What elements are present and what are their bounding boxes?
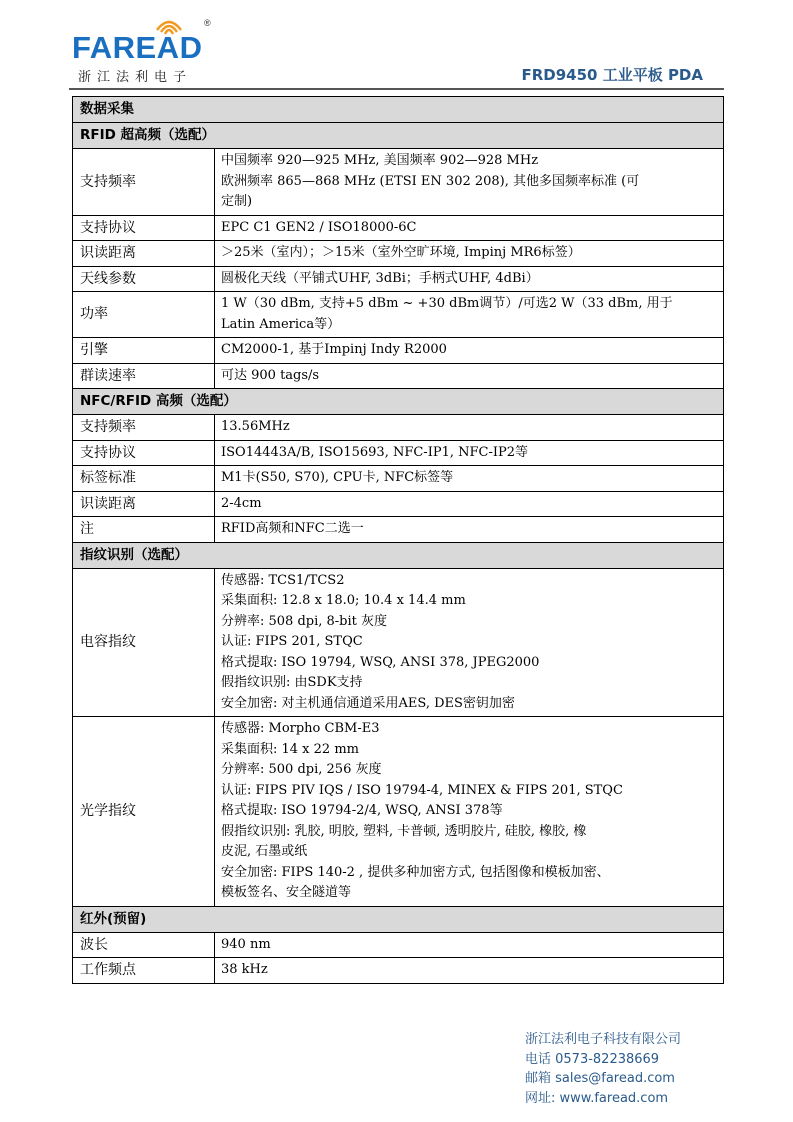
table-row	[73, 466, 724, 492]
logo-text: FAREAD	[72, 30, 203, 65]
value-line: Latin America等）	[221, 316, 341, 332]
value-line: 格式提取: ISO 19794-2/4, WSQ, ANSI 378等	[221, 803, 503, 818]
row-label: 工作频点	[73, 958, 215, 984]
table-row	[73, 338, 724, 364]
value-line: 认证: FIPS PIV IQS / ISO 19794-4, MINEX & FIPS 201, STQC	[221, 782, 623, 798]
footer-email: 邮箱 sales@faread.com	[525, 1071, 675, 1086]
row-value	[215, 415, 724, 441]
value-line: 格式提取: ISO 19794, WSQ, ANSI 378, JPEG2000	[221, 654, 540, 670]
row-label: 支持协议	[73, 440, 215, 466]
document-title: FRD9450 工业平板 PDA	[521, 66, 703, 84]
table-row	[73, 149, 724, 216]
row-label: 注	[73, 517, 215, 543]
section-heading: 指纹识别（选配）	[73, 542, 724, 568]
table-title-row	[73, 97, 724, 123]
value-line: 可达 900 tags/s	[221, 367, 320, 383]
table-row	[73, 266, 724, 292]
row-value	[215, 466, 724, 492]
section-header-row	[73, 123, 724, 149]
table-row	[73, 215, 724, 241]
table-row	[73, 958, 724, 984]
row-label: 支持频率	[73, 149, 215, 216]
row-value	[215, 338, 724, 364]
row-value	[215, 363, 724, 389]
section-heading: NFC/RFID 高频（选配）	[73, 389, 724, 415]
value-line: 传感器: TCS1/TCS2	[221, 572, 345, 588]
value-line: 传感器: Morpho CBM-E3	[221, 721, 380, 736]
section-header-row	[73, 389, 724, 415]
table-row	[73, 241, 724, 267]
value-line: 假指纹识别: 由SDK支持	[221, 675, 363, 690]
row-label: 识读距离	[73, 491, 215, 517]
table-row	[73, 363, 724, 389]
row-value	[215, 491, 724, 517]
footer-phone: 电话 0573-82238669	[525, 1051, 660, 1067]
value-line: 940 nm	[221, 936, 271, 952]
value-line: 模板签名、安全隧道等	[221, 885, 352, 900]
footer-contact	[525, 1030, 681, 1108]
value-line: EPC C1 GEN2 / ISO18000-6C	[221, 219, 417, 235]
value-line: 2-4cm	[221, 495, 262, 511]
value-line: ＞25米（室内）；＞15米（室外空旷环境, Impinj MR6标签）	[221, 245, 581, 260]
table-row	[73, 491, 724, 517]
footer-website: 网址: www.faread.com	[525, 1090, 669, 1106]
table-title: 数据采集	[73, 97, 724, 123]
value-line: RFID高频和NFC二选一	[221, 521, 364, 536]
value-line: ISO14443A/B, ISO15693, NFC-IP1, NFC-IP2等	[221, 444, 528, 460]
value-line: 1 W（30 dBm, 支持+5 dBm ~ +30 dBm调节）/可选2 W（33 dBm, 用于	[221, 296, 673, 311]
spec-table	[72, 96, 724, 984]
row-label: 波长	[73, 932, 215, 958]
value-line: 中国频率 920—925 MHz, 美国频率 902—928 MHz	[221, 153, 539, 168]
section-header-row	[73, 542, 724, 568]
table-row	[73, 717, 724, 907]
value-line: CM2000-1, 基于Impinj Indy R2000	[221, 342, 447, 357]
row-value	[215, 717, 724, 907]
value-line: 采集面积: 14 x 22 mm	[221, 741, 359, 757]
table-row	[73, 568, 724, 717]
footer-company: 浙江法利电子科技有限公司	[525, 1032, 682, 1047]
value-line: 38 kHz	[221, 962, 268, 977]
row-label: 识读距离	[73, 241, 215, 267]
value-line: 采集面积: 12.8 x 18.0; 10.4 x 14.4 mm	[221, 593, 466, 608]
row-value	[215, 215, 724, 241]
section-header-row	[73, 906, 724, 932]
section-heading: 红外(预留)	[73, 906, 724, 932]
value-line: 13.56MHz	[221, 419, 290, 434]
value-line: 认证: FIPS 201, STQC	[221, 634, 363, 649]
value-line: 圆极化天线（平铺式UHF, 3dBi；手柄式UHF, 4dBi）	[221, 270, 539, 286]
value-line: 安全加密: 对主机通信通道采用AES, DES密钥加密	[221, 695, 515, 711]
registered-mark: ®	[204, 18, 211, 28]
value-line: 定制)	[221, 194, 253, 209]
table-row	[73, 292, 724, 338]
row-label: 群读速率	[73, 363, 215, 389]
fareed-logo	[72, 16, 222, 88]
row-value	[215, 568, 724, 717]
row-label: 电容指纹	[73, 568, 215, 717]
row-label: 支持频率	[73, 415, 215, 441]
row-label: 功率	[73, 292, 215, 338]
row-value	[215, 266, 724, 292]
row-label: 标签标准	[73, 466, 215, 492]
row-value	[215, 292, 724, 338]
value-line: 分辨率: 508 dpi, 8-bit 灰度	[221, 613, 388, 629]
row-label: 支持协议	[73, 215, 215, 241]
table-row	[73, 932, 724, 958]
row-value	[215, 241, 724, 267]
value-line: 假指纹识别: 乳胶, 明胶, 塑料, 卡普顿, 透明胶片, 硅胶, 橡胶, 橡	[221, 823, 587, 839]
value-line: 欧洲频率 865—868 MHz (ETSI EN 302 208), 其他多国频率标准 (可	[221, 173, 640, 189]
value-line: 皮泥, 石墨或纸	[221, 844, 308, 859]
row-value	[215, 149, 724, 216]
value-line: 安全加密: FIPS 140-2 , 提供多种加密方式, 包括图像和模板加密、	[221, 864, 610, 880]
row-label: 光学指纹	[73, 717, 215, 907]
value-line: M1卡(S50, S70), CPU卡, NFC标签等	[221, 470, 454, 485]
table-row	[73, 415, 724, 441]
row-value	[215, 440, 724, 466]
row-value	[215, 932, 724, 958]
row-value	[215, 958, 724, 984]
row-value	[215, 517, 724, 543]
value-line: 分辨率: 500 dpi, 256 灰度	[221, 762, 382, 777]
header-divider	[69, 88, 724, 90]
company-name-cn: 浙江法利电子	[78, 70, 193, 85]
row-label: 引擎	[73, 338, 215, 364]
section-heading: RFID 超高频（选配）	[73, 123, 724, 149]
table-row	[73, 440, 724, 466]
row-label: 天线参数	[73, 266, 215, 292]
table-row	[73, 517, 724, 543]
